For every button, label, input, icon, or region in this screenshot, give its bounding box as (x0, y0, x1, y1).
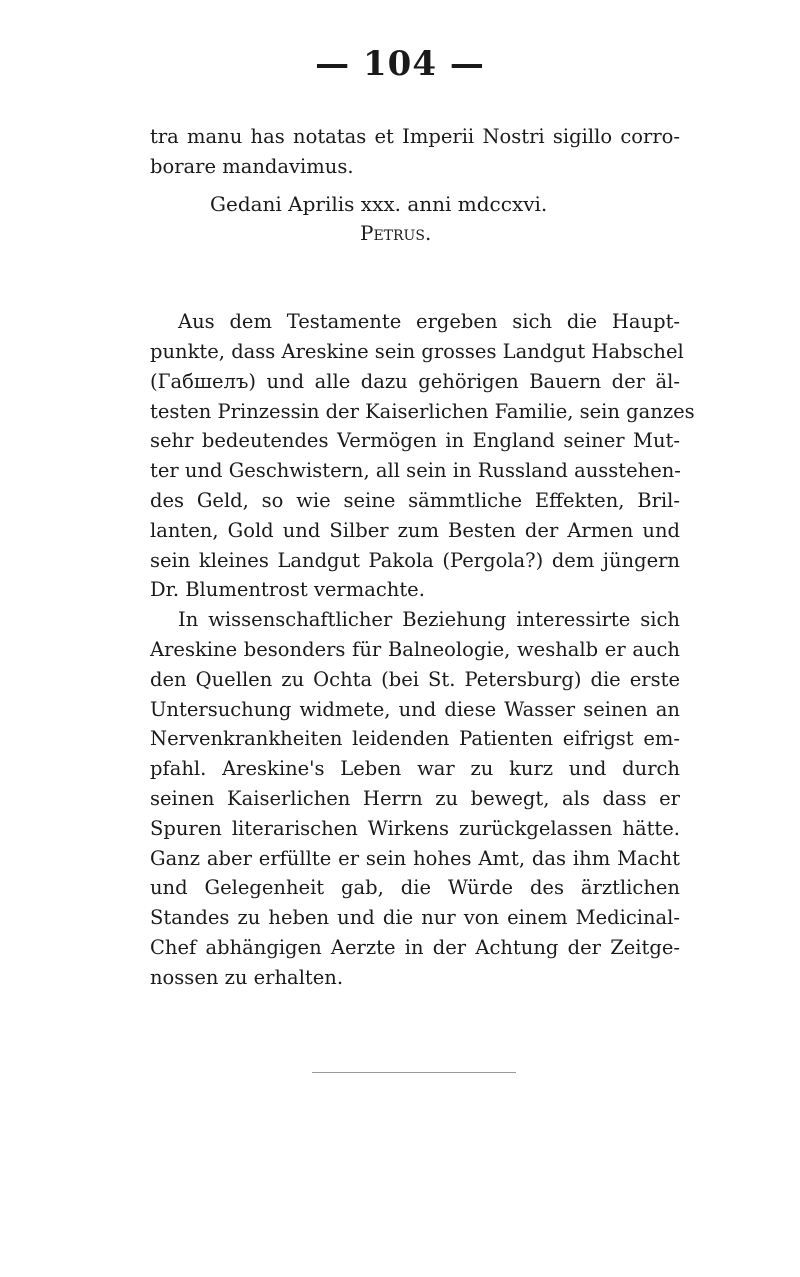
text-line: sehr bedeutendes Vermögen in England seiner Mut- (150, 429, 680, 453)
paragraph-testament (150, 307, 695, 605)
spacer (150, 249, 680, 307)
intro-line: tra manu has notatas et Imperii Nostri sigillo corro- (150, 125, 680, 148)
text-line: lanten, Gold und Silber zum Besten der Armen und (150, 518, 680, 542)
paragraph-science (150, 605, 680, 992)
text-line: den Quellen zu Ochta (bei St. Petersburg) die erste (150, 667, 680, 691)
text-line: nossen zu erhalten. (150, 965, 344, 989)
page-body (150, 122, 695, 993)
footer-rule (312, 1072, 516, 1073)
signature: Petrus. (360, 221, 432, 246)
text-line: (Габшелъ) und alle dazu gehörigen Bauern der äl- (150, 369, 680, 393)
text-line: und Gelegenheit gab, die Würde des ärztlichen (150, 876, 680, 900)
page-number: — 104 — (315, 44, 485, 84)
text-line: Spuren literarischen Wirkens zurückgelassen hätte. (150, 816, 680, 840)
text-line: punkte, dass Areskine sein grosses Landgut Habschel (150, 339, 684, 363)
text-line: ter und Geschwistern, all sein in Russland ausstehen- (150, 459, 681, 483)
text-line: Dr. Blumentrost vermachte. (150, 578, 425, 602)
intro-line: borare mandavimus. (150, 154, 354, 178)
text-line: des Geld, so wie seine sämmtliche Effekten, Bril- (150, 488, 680, 512)
text-line: Chef abhängigen Aerzte in der Achtung der Zeitge- (150, 935, 680, 959)
text-line: Ganz aber erfüllte er sein hohes Amt, das ihm Macht (150, 846, 680, 870)
text-line: seinen Kaiserlichen Herrn zu bewegt, als dass er (150, 786, 680, 810)
text-line: In wissenschaftlicher Beziehung interessirte sich (178, 608, 680, 632)
text-line: sein kleines Landgut Pakola (Pergola?) dem jüngern (150, 548, 680, 572)
text-line: Nervenkrankheiten leidenden Patienten eifrigst em- (150, 727, 680, 751)
text-line: Standes zu heben und die nur von einem Medicinal- (150, 906, 680, 930)
date-line: Gedani Aprilis xxx. anni mdccxvi. (210, 191, 548, 216)
text-line: Aus dem Testamente ergeben sich die Haupt- (178, 310, 680, 334)
text-line: Areskine besonders für Balneologie, weshalb er auch (150, 637, 680, 661)
text-line: pfahl. Areskine's Leben war zu kurz und durch (150, 757, 680, 781)
text-line: Untersuchung widmete, und diese Wasser seinen an (150, 697, 680, 721)
text-line: testen Prinzessin der Kaiserlichen Familie, sein ganzes (150, 399, 695, 423)
